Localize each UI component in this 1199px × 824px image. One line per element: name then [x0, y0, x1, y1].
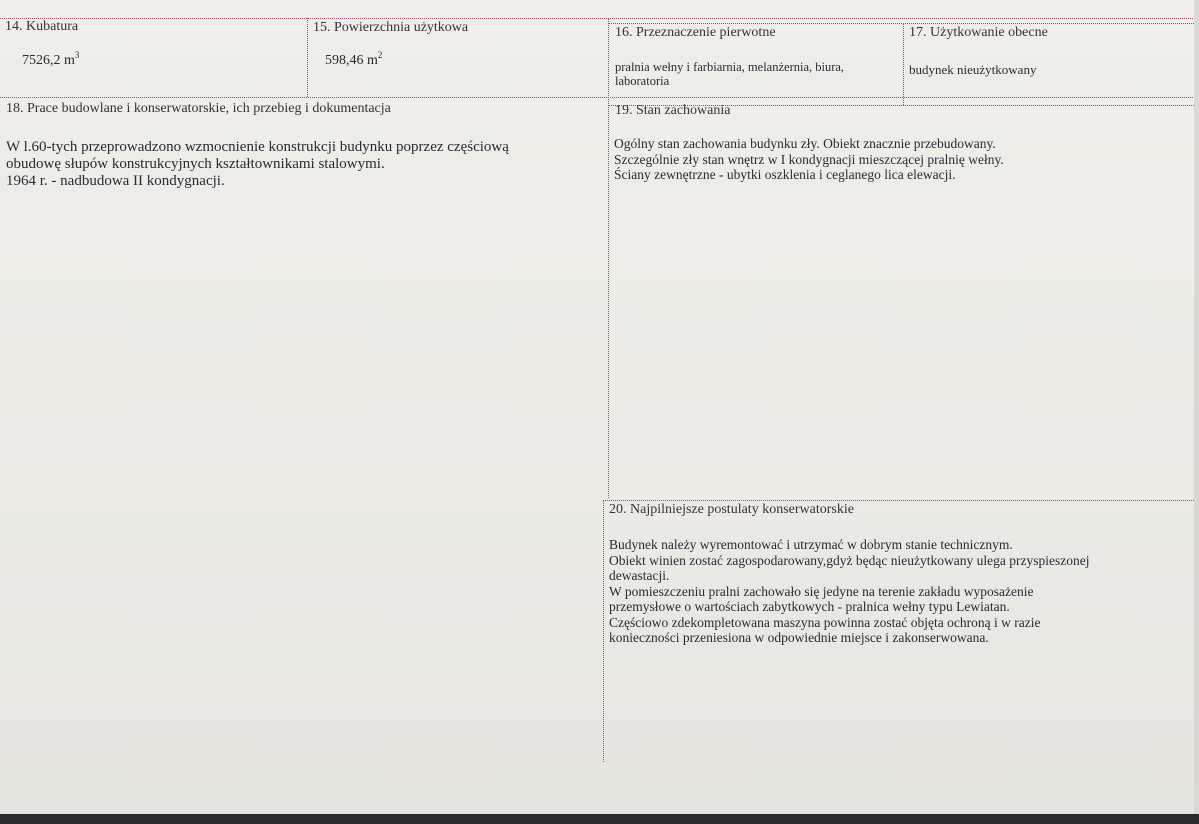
postulaty-text: Budynek należy wyremontować i utrzymać w dobrym stanie technicznym. Obiekt winien zostać zagospodarowany,gdyż będąc nieużytkowany ulega przyspieszonej dewastacji. W pomieszczeniu pralni zachowało się jedyne na terenie zakładu wyposażenie przemysłowe o wartościach zabytkowych - pralnica wełny typu Lewiatan. Częściowo zdekompletowana maszyna powinna zostać objęta ochroną i w razie konieczności przeniesiona w odpowiednie miejsce i zakonserwowana.: [609, 537, 1090, 645]
col-divider-16-17: [903, 23, 904, 105]
kubatura-value: 7526,2 $m^3$: [22, 50, 80, 68]
col-divider-14-15: [307, 18, 308, 97]
powierzchnia-label: 15. Powierzchnia użytkowa: [313, 20, 469, 35]
scan-bottom-edge: [0, 814, 1199, 824]
prace-label: 18. Prace budowlane i konserwatorskie, ich przebieg i dokumentacja: [6, 101, 391, 116]
top-rule: [0, 18, 1199, 19]
col-divider-main: [608, 18, 609, 498]
uzytkowanie-label: 17. Użytkowanie obecne: [909, 25, 1048, 40]
prace-text: W l.60-tych przeprowadzono wzmocnienie konstrukcji budynku poprzez częściową obudowę słupów konstrukcyjnych kształtownikami stalowymi. 1964 r. - nadbudowa II kondygnacji.: [6, 139, 509, 189]
card-right-edge: [1194, 0, 1199, 824]
col-divider-lower: [603, 500, 604, 762]
row-divider: [0, 97, 1199, 98]
section-divider-20: [603, 500, 1198, 501]
stan-text: Ogólny stan zachowania budynku zły. Obiekt znacznie przebudowany. Szczególnie zły stan wnętrz w I kondygnacji mieszczącej pralnię wełny. Ściany zewnętrzne - ubytki oszklenia i ceglanego lica elewacji.: [614, 136, 1004, 182]
postulaty-label: 20. Najpilniejsze postulaty konserwatorskie: [609, 502, 854, 517]
powierzchnia-value: 598,46 $m^2$: [325, 50, 383, 68]
przeznaczenie-label: 16. Przeznaczenie pierwotne: [615, 25, 776, 40]
uzytkowanie-value: budynek nieużytkowany: [909, 62, 1037, 77]
przeznaczenie-value: pralnia wełny i farbiarnia, melanżernia, biura, laboratoria: [615, 60, 845, 88]
stan-label: 19. Stan zachowania: [615, 103, 731, 118]
kubatura-label: 14. Kubatura: [5, 19, 79, 34]
